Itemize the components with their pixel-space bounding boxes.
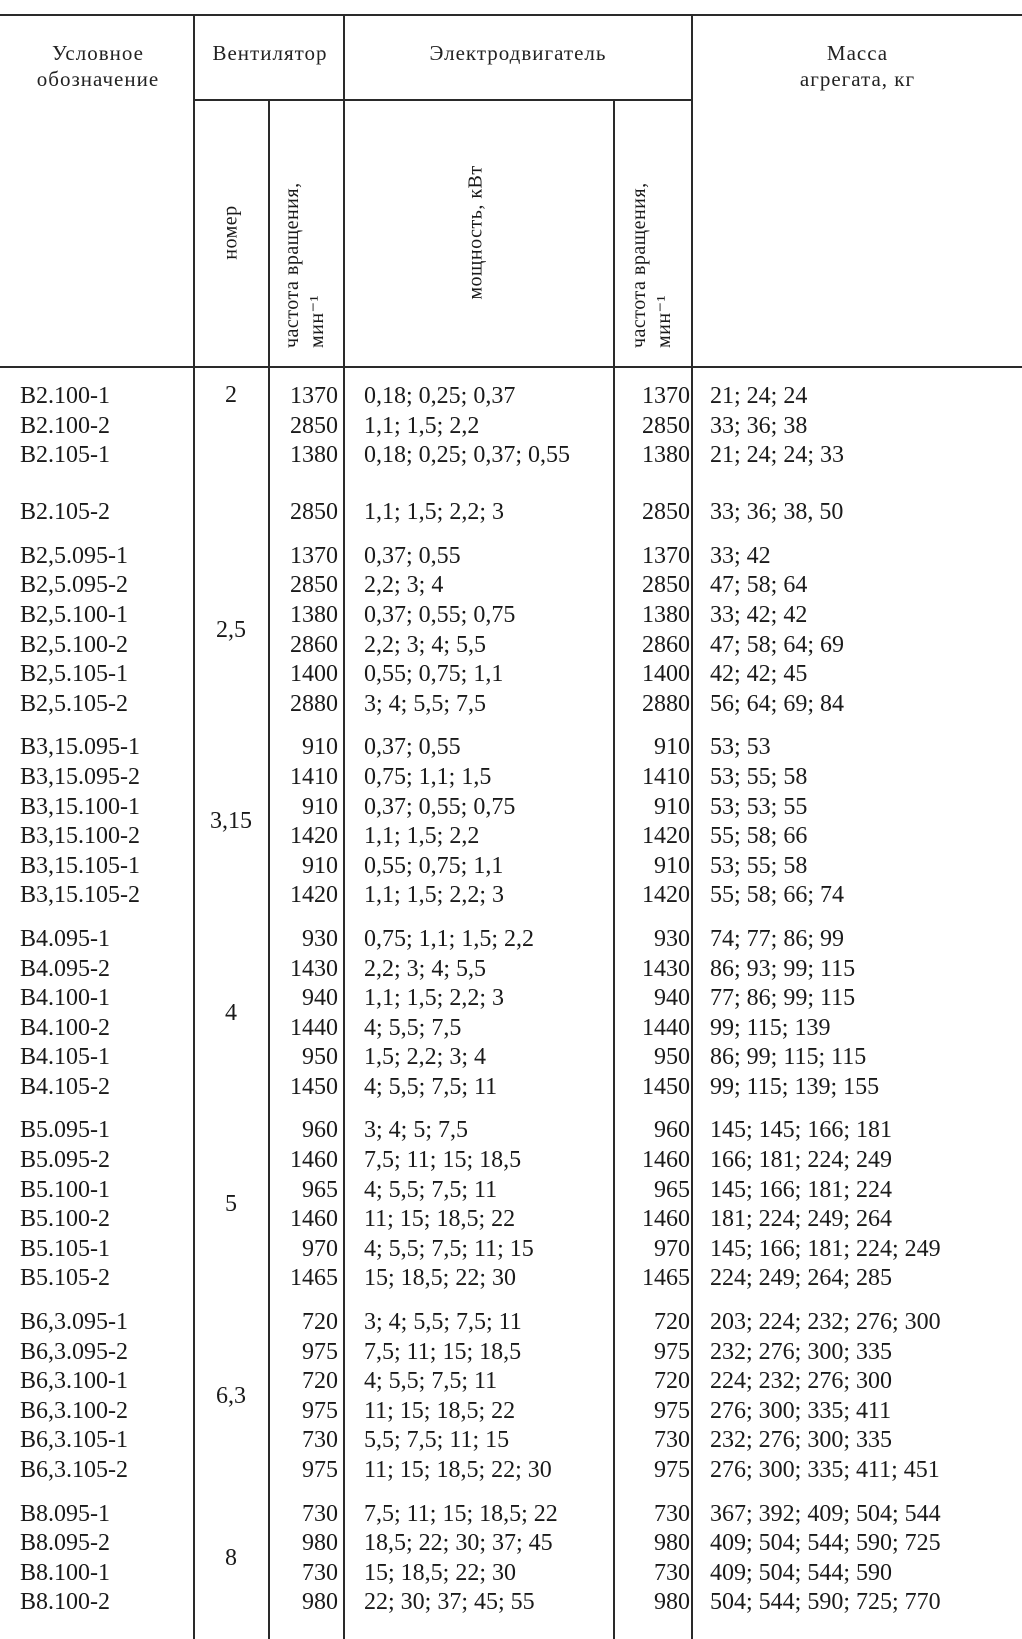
cell-motor-rpm: 960 (654, 1117, 690, 1144)
cell-motor-rpm: 2880 (642, 690, 690, 717)
cell-fan-rpm: 980 (302, 1589, 338, 1616)
cell-designation: В2.105-1 (20, 442, 110, 469)
cell-motor-rpm: 730 (654, 1500, 690, 1527)
table-row (0, 822, 1022, 852)
cell-motor-rpm: 720 (654, 1368, 690, 1395)
cell-fan-number: 4 (225, 999, 237, 1026)
cell-mass: 145; 145; 166; 181 (710, 1117, 893, 1144)
cell-motor-rpm: 1380 (642, 601, 690, 628)
row-group (0, 733, 1022, 911)
cell-motor-rpm: 1460 (642, 1147, 690, 1174)
cell-motor-rpm: 730 (654, 1559, 690, 1586)
cell-motor-rpm: 930 (654, 925, 690, 952)
table-row (0, 763, 1022, 793)
cell-motor-rpm: 1420 (642, 823, 690, 850)
header-motor-rpm-line-2: мин⁻¹ (653, 294, 675, 348)
table-row (0, 660, 1022, 690)
cell-fan-rpm: 1420 (290, 882, 338, 909)
table-row (0, 1176, 1022, 1206)
cell-motor-power: 4; 5,5; 7,5; 11 (364, 1368, 498, 1395)
cell-mass: 53; 53 (710, 734, 771, 761)
cell-motor-power: 7,5; 11; 15; 18,5 (364, 1338, 522, 1365)
cell-motor-rpm: 950 (654, 1044, 690, 1071)
cell-fan-rpm: 1410 (290, 763, 338, 790)
cell-fan-number: 8 (225, 1544, 237, 1571)
cell-motor-power: 1,5; 2,2; 3; 4 (364, 1044, 487, 1071)
cell-fan-rpm: 940 (302, 985, 338, 1012)
cell-motor-power: 0,37; 0,55 (364, 734, 461, 761)
cell-motor-power: 11; 15; 18,5; 22; 30 (364, 1457, 552, 1483)
cell-designation: В8.095-1 (20, 1500, 110, 1527)
row-group (0, 1116, 1022, 1294)
cell-motor-rpm: 910 (654, 793, 690, 820)
cell-motor-power: 2,2; 3; 4 (364, 572, 444, 599)
cell-motor-rpm: 975 (654, 1457, 690, 1483)
table-row (0, 733, 1022, 763)
header-fan-number: номер (219, 205, 242, 260)
header-mass (693, 40, 1022, 92)
cell-designation: В3,15.100-2 (20, 823, 140, 850)
cell-motor-power: 0,37; 0,55; 0,75 (364, 601, 516, 628)
cell-mass: 409; 504; 544; 590 (710, 1559, 893, 1586)
cell-fan-rpm: 1460 (290, 1147, 338, 1174)
cell-motor-power: 1,1; 1,5; 2,2; 3 (364, 882, 505, 909)
cell-designation: В2.100-1 (20, 383, 110, 409)
cell-designation: В8.100-2 (20, 1589, 110, 1616)
cell-motor-power: 2,2; 3; 4; 5,5 (364, 631, 487, 658)
cell-designation: В4.105-1 (20, 1044, 110, 1071)
cell-motor-power: 0,18; 0,25; 0,37 (364, 383, 516, 409)
cell-motor-power: 1,1; 1,5; 2,2 (364, 823, 480, 850)
cell-fan-rpm: 975 (302, 1338, 338, 1365)
table-row (0, 1308, 1022, 1338)
table-row (0, 1529, 1022, 1559)
cell-motor-rpm: 1420 (642, 882, 690, 909)
cell-motor-power: 5,5; 7,5; 11; 15 (364, 1427, 510, 1454)
cell-mass: 504; 544; 590; 725; 770 (710, 1589, 941, 1616)
cell-designation: В2,5.095-2 (20, 572, 128, 599)
cell-motor-rpm: 1400 (642, 661, 690, 688)
cell-motor-power: 1,1; 1,5; 2,2 (364, 412, 480, 439)
cell-fan-rpm: 975 (302, 1457, 338, 1483)
cell-designation: В4.095-2 (20, 955, 110, 982)
cell-designation: В5.100-1 (20, 1176, 110, 1203)
cell-designation: В3,15.105-2 (20, 882, 140, 909)
table-row (0, 881, 1022, 911)
cell-fan-rpm: 1450 (290, 1073, 338, 1100)
cell-fan-number: 2 (225, 382, 237, 408)
cell-mass: 47; 58; 64 (710, 572, 808, 599)
header-designation-line-2: обозначение (36, 67, 160, 91)
cell-mass: 86; 99; 115; 115 (710, 1044, 867, 1071)
cell-mass: 33; 42; 42 (710, 601, 808, 628)
cell-motor-rpm: 1410 (642, 763, 690, 790)
cell-designation: В2,5.095-1 (20, 542, 128, 569)
table-row (0, 793, 1022, 823)
cell-fan-rpm: 950 (302, 1044, 338, 1071)
cell-designation: В3,15.095-1 (20, 734, 140, 761)
cell-designation: В3,15.095-2 (20, 763, 140, 790)
cell-motor-rpm: 940 (654, 985, 690, 1012)
cell-mass: 33; 42 (710, 542, 771, 569)
cell-designation: В3,15.105-1 (20, 852, 140, 879)
cell-mass: 21; 24; 24 (710, 383, 808, 409)
cell-motor-rpm: 975 (654, 1338, 690, 1365)
rule-top (0, 14, 1022, 16)
table-row (0, 382, 1022, 412)
cell-fan-rpm: 730 (302, 1427, 338, 1454)
cell-fan-rpm: 1380 (290, 601, 338, 628)
table-row (0, 631, 1022, 661)
cell-motor-power: 2,2; 3; 4; 5,5 (364, 955, 487, 982)
cell-mass: 53; 53; 55 (710, 793, 808, 820)
table-row (0, 1588, 1022, 1618)
cell-fan-number: 6,3 (216, 1382, 246, 1409)
cell-fan-rpm: 2860 (290, 631, 338, 658)
row-group (0, 1308, 1022, 1486)
cell-designation: В2,5.100-1 (20, 601, 128, 628)
cell-fan-rpm: 730 (302, 1500, 338, 1527)
cell-motor-power: 18,5; 22; 30; 37; 45 (364, 1530, 553, 1557)
header-mass-line-1: Масса (826, 41, 889, 65)
rule-header-bottom (0, 366, 1022, 368)
cell-motor-rpm: 975 (654, 1397, 690, 1424)
cell-fan-rpm: 975 (302, 1397, 338, 1424)
cell-motor-power: 0,55; 0,75; 1,1 (364, 661, 504, 688)
cell-fan-rpm: 1465 (290, 1265, 338, 1292)
cell-fan-rpm: 1420 (290, 823, 338, 850)
cell-designation: В5.095-2 (20, 1147, 110, 1174)
cell-motor-power: 0,55; 0,75; 1,1 (364, 852, 504, 879)
cell-motor-power: 22; 30; 37; 45; 55 (364, 1589, 535, 1616)
cell-fan-rpm: 1440 (290, 1014, 338, 1041)
cell-designation: В5.105-2 (20, 1265, 110, 1292)
cell-fan-rpm: 1460 (290, 1206, 338, 1233)
cell-designation: В8.100-1 (20, 1559, 110, 1586)
cell-mass: 145; 166; 181; 224 (710, 1176, 893, 1203)
cell-designation: В6,3.100-1 (20, 1368, 128, 1395)
table-row (0, 1500, 1022, 1530)
cell-mass: 33; 36; 38 (710, 412, 808, 439)
cell-designation: В8.095-2 (20, 1530, 110, 1557)
header-motor-power: мощность, кВт (464, 165, 487, 300)
cell-motor-rpm: 1380 (642, 442, 690, 469)
cell-designation: В2,5.100-2 (20, 631, 128, 658)
cell-motor-rpm: 1440 (642, 1014, 690, 1041)
cell-motor-rpm: 910 (654, 852, 690, 879)
cell-motor-rpm: 1430 (642, 955, 690, 982)
cell-designation: В5.100-2 (20, 1206, 110, 1233)
header-motor: Электродвигатель (429, 41, 607, 65)
cell-designation: В4.100-1 (20, 985, 110, 1012)
cell-fan-rpm: 910 (302, 734, 338, 761)
cell-motor-power: 0,75; 1,1; 1,5 (364, 763, 492, 790)
cell-motor-rpm: 1465 (642, 1265, 690, 1292)
cell-motor-power: 4; 5,5; 7,5; 11 (364, 1176, 498, 1203)
cell-mass: 56; 64; 69; 84 (710, 690, 845, 717)
cell-fan-number: 5 (225, 1191, 237, 1218)
row-group (0, 542, 1022, 720)
cell-mass: 232; 276; 300; 335 (710, 1427, 893, 1454)
table-row (0, 852, 1022, 882)
cell-motor-rpm: 980 (654, 1530, 690, 1557)
table-row (0, 1456, 1022, 1486)
cell-fan-rpm: 2880 (290, 690, 338, 717)
cell-fan-rpm: 2850 (290, 499, 338, 526)
cell-motor-power: 3; 4; 5,5; 7,5 (364, 690, 487, 717)
cell-mass: 47; 58; 64; 69 (710, 631, 845, 658)
cell-designation: В4.095-1 (20, 925, 110, 952)
cell-fan-rpm: 1370 (290, 542, 338, 569)
cell-motor-power: 3; 4; 5,5; 7,5; 11 (364, 1309, 522, 1336)
cell-motor-rpm: 720 (654, 1309, 690, 1336)
cell-mass: 42; 42; 45 (710, 661, 808, 688)
cell-mass: 33; 36; 38, 50 (710, 499, 844, 526)
cell-motor-power: 0,18; 0,25; 0,37; 0,55 (364, 442, 571, 469)
header-designation (8, 40, 188, 92)
cell-motor-power: 15; 18,5; 22; 30 (364, 1265, 517, 1292)
table-row (0, 690, 1022, 720)
cell-motor-power: 0,37; 0,55 (364, 542, 461, 569)
header-fan-rpm-line-2: мин⁻¹ (306, 294, 328, 348)
cell-mass: 99; 115; 139 (710, 1014, 831, 1041)
cell-fan-rpm: 970 (302, 1235, 338, 1262)
header-motor-rpm (627, 118, 677, 348)
cell-mass: 21; 24; 24; 33 (710, 442, 845, 469)
cell-fan-rpm: 730 (302, 1559, 338, 1586)
cell-fan-rpm: 980 (302, 1530, 338, 1557)
cell-mass: 224; 232; 276; 300 (710, 1368, 893, 1395)
table-row (0, 1426, 1022, 1456)
cell-motor-rpm: 1370 (642, 383, 690, 409)
cell-mass: 276; 300; 335; 411; 451 (710, 1457, 940, 1483)
cell-fan-rpm: 930 (302, 925, 338, 952)
cell-mass: 99; 115; 139; 155 (710, 1073, 880, 1100)
table-row (0, 1264, 1022, 1294)
cell-motor-power: 0,75; 1,1; 1,5; 2,2 (364, 925, 535, 952)
table-row (0, 984, 1022, 1014)
cell-fan-rpm: 720 (302, 1368, 338, 1395)
table-row (0, 1205, 1022, 1235)
cell-motor-rpm: 910 (654, 734, 690, 761)
cell-motor-power: 4; 5,5; 7,5; 11; 15 (364, 1235, 534, 1262)
cell-motor-rpm: 1450 (642, 1073, 690, 1100)
cell-motor-rpm: 2860 (642, 631, 690, 658)
cell-mass: 86; 93; 99; 115 (710, 955, 856, 982)
cell-motor-power: 7,5; 11; 15; 18,5; 22 (364, 1500, 558, 1527)
cell-motor-rpm: 965 (654, 1176, 690, 1203)
cell-fan-rpm: 960 (302, 1117, 338, 1144)
rule-header-split (193, 99, 691, 101)
table-body (0, 382, 1022, 1632)
cell-motor-rpm: 980 (654, 1589, 690, 1616)
header-fan: Вентилятор (212, 41, 328, 65)
cell-motor-rpm: 2850 (642, 499, 690, 526)
cell-mass: 181; 224; 249; 264 (710, 1206, 893, 1233)
table-row (0, 412, 1022, 442)
cell-fan-rpm: 910 (302, 852, 338, 879)
cell-designation: В3,15.100-1 (20, 793, 140, 820)
header-designation-line-1: Условное (52, 41, 144, 65)
cell-mass: 203; 224; 232; 276; 300 (710, 1309, 941, 1336)
cell-motor-power: 3; 4; 5; 7,5 (364, 1117, 469, 1144)
cell-designation: В2.105-2 (20, 499, 110, 526)
table-row (0, 542, 1022, 572)
header-fan-rpm (280, 118, 330, 348)
cell-mass: 74; 77; 86; 99 (710, 925, 845, 952)
table-row (0, 441, 1022, 498)
cell-motor-power: 0,37; 0,55; 0,75 (364, 793, 516, 820)
table-row (0, 1116, 1022, 1146)
cell-motor-power: 4; 5,5; 7,5 (364, 1014, 462, 1041)
row-group (0, 1500, 1022, 1618)
cell-designation: В6,3.095-2 (20, 1338, 128, 1365)
cell-designation: В6,3.100-2 (20, 1397, 128, 1424)
cell-motor-rpm: 2850 (642, 572, 690, 599)
cell-designation: В6,3.105-2 (20, 1457, 128, 1483)
table-row (0, 1043, 1022, 1073)
header-mass-line-2: агрегата, кг (799, 67, 916, 91)
cell-fan-rpm: 1380 (290, 442, 338, 469)
cell-motor-power: 1,1; 1,5; 2,2; 3 (364, 499, 505, 526)
table-row (0, 1235, 1022, 1265)
cell-designation: В5.105-1 (20, 1235, 110, 1262)
cell-fan-number: 2,5 (216, 616, 246, 643)
cell-designation: В5.095-1 (20, 1117, 110, 1144)
table-row (0, 1073, 1022, 1103)
table-row (0, 571, 1022, 601)
cell-motor-power: 11; 15; 18,5; 22 (364, 1206, 516, 1233)
cell-fan-rpm: 2850 (290, 572, 338, 599)
cell-motor-power: 15; 18,5; 22; 30 (364, 1559, 517, 1586)
cell-mass: 55; 58; 66 (710, 823, 808, 850)
table-row (0, 955, 1022, 985)
table-row (0, 1367, 1022, 1397)
cell-motor-rpm: 2850 (642, 412, 690, 439)
cell-mass: 367; 392; 409; 504; 544 (710, 1500, 941, 1527)
cell-motor-rpm: 970 (654, 1235, 690, 1262)
cell-designation: В2.100-2 (20, 412, 110, 439)
cell-mass: 166; 181; 224; 249 (710, 1147, 893, 1174)
cell-motor-power: 11; 15; 18,5; 22 (364, 1397, 516, 1424)
cell-mass: 55; 58; 66; 74 (710, 882, 845, 909)
cell-motor-power: 1,1; 1,5; 2,2; 3 (364, 985, 505, 1012)
cell-motor-power: 7,5; 11; 15; 18,5 (364, 1147, 522, 1174)
cell-designation: В6,3.105-1 (20, 1427, 128, 1454)
table-row (0, 925, 1022, 955)
cell-fan-rpm: 1400 (290, 661, 338, 688)
cell-mass: 77; 86; 99; 115 (710, 985, 856, 1012)
row-group (0, 925, 1022, 1103)
cell-fan-rpm: 1430 (290, 955, 338, 982)
cell-fan-rpm: 965 (302, 1176, 338, 1203)
cell-designation: В4.100-2 (20, 1014, 110, 1041)
cell-fan-rpm: 2850 (290, 412, 338, 439)
cell-mass: 409; 504; 544; 590; 725 (710, 1530, 941, 1557)
table-row (0, 1014, 1022, 1044)
cell-fan-number: 3,15 (210, 808, 252, 835)
cell-fan-rpm: 1370 (290, 383, 338, 409)
cell-fan-rpm: 720 (302, 1309, 338, 1336)
cell-mass: 276; 300; 335; 411 (710, 1397, 892, 1424)
cell-designation: В6,3.095-1 (20, 1309, 128, 1336)
cell-motor-rpm: 730 (654, 1427, 690, 1454)
cell-fan-rpm: 910 (302, 793, 338, 820)
table-row (0, 1146, 1022, 1176)
cell-designation: В2,5.105-2 (20, 690, 128, 717)
row-group (0, 382, 1022, 528)
cell-designation: В2,5.105-1 (20, 661, 128, 688)
header-fan-rpm-line-1: частота вращения, (281, 182, 303, 348)
table-row (0, 1559, 1022, 1589)
cell-mass: 53; 55; 58 (710, 763, 808, 790)
cell-mass: 224; 249; 264; 285 (710, 1265, 893, 1292)
table-row (0, 1397, 1022, 1427)
table-row (0, 1338, 1022, 1368)
cell-mass: 232; 276; 300; 335 (710, 1338, 893, 1365)
cell-mass: 145; 166; 181; 224; 249 (710, 1235, 941, 1262)
cell-designation: В4.105-2 (20, 1073, 110, 1100)
table-row (0, 498, 1022, 528)
header-motor-rpm-line-1: частота вращения, (628, 182, 650, 348)
cell-motor-rpm: 1370 (642, 542, 690, 569)
cell-motor-power: 4; 5,5; 7,5; 11 (364, 1073, 498, 1100)
cell-mass: 53; 55; 58 (710, 852, 808, 879)
cell-motor-rpm: 1460 (642, 1206, 690, 1233)
table-row (0, 601, 1022, 631)
